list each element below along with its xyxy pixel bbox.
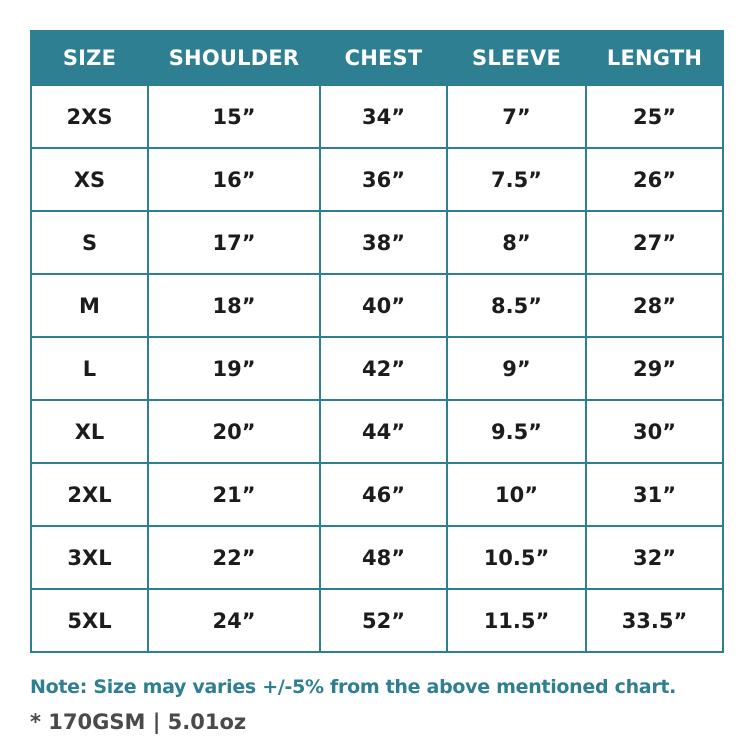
header-row — [31, 31, 723, 85]
cell-shoulder: 24” — [148, 589, 320, 652]
fabric-weight-spec: * 170GSM | 5.01oz — [30, 710, 247, 734]
cell-length: 27” — [586, 211, 723, 274]
header-sleeve: SLEEVE — [447, 31, 586, 85]
cell-sleeve: 11.5” — [447, 589, 586, 652]
cell-length: 33.5” — [586, 589, 723, 652]
cell-sleeve: 10” — [447, 463, 586, 526]
cell-chest: 36” — [320, 148, 447, 211]
cell-shoulder: 19” — [148, 337, 320, 400]
cell-sleeve: 9” — [447, 337, 586, 400]
cell-chest: 42” — [320, 337, 447, 400]
cell-length: 25” — [586, 85, 723, 148]
cell-chest: 52” — [320, 589, 447, 652]
cell-size: S — [31, 211, 148, 274]
cell-length: 31” — [586, 463, 723, 526]
cell-chest: 46” — [320, 463, 447, 526]
table-row — [31, 85, 723, 148]
cell-size: 5XL — [31, 589, 148, 652]
cell-length: 29” — [586, 337, 723, 400]
cell-chest: 38” — [320, 211, 447, 274]
cell-shoulder: 16” — [148, 148, 320, 211]
cell-size: 2XL — [31, 463, 148, 526]
cell-length: 32” — [586, 526, 723, 589]
table-row — [31, 400, 723, 463]
size-variance-note: Note: Size may varies +/-5% from the above mentioned chart. — [30, 676, 677, 698]
cell-length: 26” — [586, 148, 723, 211]
table-row — [31, 274, 723, 337]
header-size: SIZE — [31, 31, 148, 85]
table-row — [31, 211, 723, 274]
cell-size: XL — [31, 400, 148, 463]
cell-sleeve: 7” — [447, 85, 586, 148]
cell-chest: 34” — [320, 85, 447, 148]
cell-shoulder: 15” — [148, 85, 320, 148]
cell-size: M — [31, 274, 148, 337]
cell-length: 28” — [586, 274, 723, 337]
cell-chest: 48” — [320, 526, 447, 589]
header-shoulder: SHOULDER — [148, 31, 320, 85]
cell-size: 2XS — [31, 85, 148, 148]
cell-shoulder: 22” — [148, 526, 320, 589]
cell-sleeve: 7.5” — [447, 148, 586, 211]
header-chest: CHEST — [320, 31, 447, 85]
cell-sleeve: 8.5” — [447, 274, 586, 337]
cell-shoulder: 18” — [148, 274, 320, 337]
table-row — [31, 337, 723, 400]
cell-sleeve: 10.5” — [447, 526, 586, 589]
cell-chest: 44” — [320, 400, 447, 463]
cell-sleeve: 8” — [447, 211, 586, 274]
size-chart-table — [30, 30, 724, 653]
cell-shoulder: 21” — [148, 463, 320, 526]
cell-chest: 40” — [320, 274, 447, 337]
table-row — [31, 589, 723, 652]
cell-length: 30” — [586, 400, 723, 463]
table-row — [31, 463, 723, 526]
cell-size: 3XL — [31, 526, 148, 589]
table-header — [31, 31, 723, 85]
table-body — [31, 85, 723, 652]
table-row — [31, 526, 723, 589]
cell-size: XS — [31, 148, 148, 211]
cell-shoulder: 20” — [148, 400, 320, 463]
cell-shoulder: 17” — [148, 211, 320, 274]
header-length: LENGTH — [586, 31, 723, 85]
cell-size: L — [31, 337, 148, 400]
table-row — [31, 148, 723, 211]
cell-sleeve: 9.5” — [447, 400, 586, 463]
